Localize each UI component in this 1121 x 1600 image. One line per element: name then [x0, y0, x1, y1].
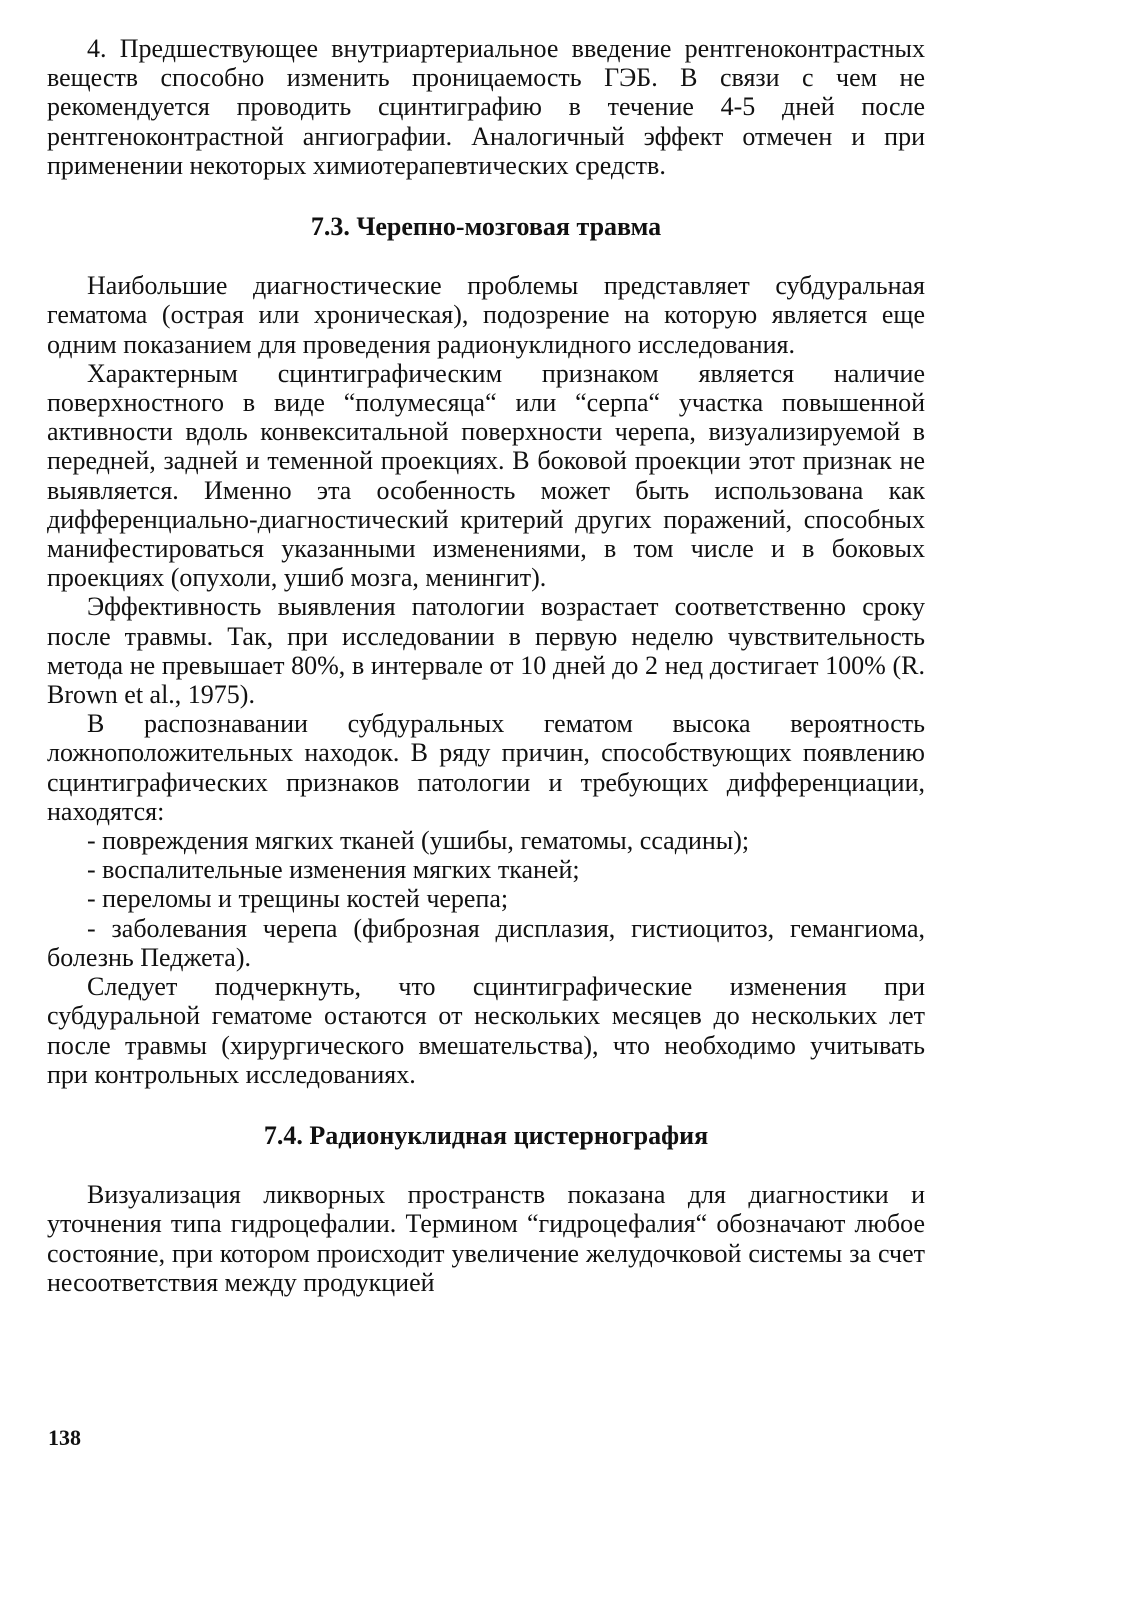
- spacer: [47, 180, 925, 212]
- list-item: - воспалительные изменения мягких тканей;: [87, 855, 580, 885]
- spacer: [47, 1150, 925, 1180]
- page-number: 138: [48, 1425, 81, 1450]
- causes-list: [47, 826, 925, 972]
- list-item: - заболевания черепа (фиброзная дисплазия, гистиоцитоз, гемангиома, болезнь Педжета).: [47, 913, 925, 972]
- spacer: [47, 1089, 925, 1121]
- section-heading-7-3: 7.3. Черепно-мозговая травма: [310, 212, 662, 242]
- intro-paragraph: 4. Предшествующее внутриартериальное введение рентгеноконтрастных веществ способно изменить проницаемость ГЭБ. В связи с чем не рекомендуется проводить сцинтиграфию в течение 4-5 дней после рентгеноконтрастной ангиографии. Аналогичный эффект отмечен и при применении некоторых химиотерапевтических средств.: [47, 34, 925, 180]
- page-body: [47, 34, 925, 1297]
- paragraph-scintigraphic-sign: Характерным сцинтиграфическим признаком является наличие поверхностного в виде “полумесяца“ или “серпа“ участка повышенной активности вдоль конвекситальной поверхности черепа, визуализируемой в передней, задней и теменной проекциях. В боковой проекции этот признак не выявляется. Именно эта особенность может быть использована как дифференциально-диагностический критерий других поражений, способных манифестироваться указанными изменениями, в том числе и в боковых проекциях (опухоли, ушиб мозга, менингит).: [47, 358, 925, 593]
- paragraph-false-positives: В распознавании субдуральных гематом высока вероятность ложноположительных находок. В ряду причин, способствующих появлению сцинтиграфических признаков патологии и требующих дифференциации, находятся:: [47, 709, 925, 826]
- spacer: [47, 241, 925, 271]
- paragraph-cisternography: Визуализация ликворных пространств показана для диагностики и уточнения типа гидроцефалии. Термином “гидроцефалия“ обозначают любое состояние, при котором происходит увеличение желудочковой системы за счет несоответствия между продукцией: [47, 1180, 925, 1297]
- paragraph-closing: Следует подчеркнуть, что сцинтиграфические изменения при субдуральной гематоме остаются от нескольких месяцев до нескольких лет после травмы (хирургического вмешательства), что необходимо учитывать при контрольных исследованиях.: [47, 972, 925, 1089]
- paragraph-subdural-hematoma: Наибольшие диагностические проблемы представляет субдуральная гематома (острая или хроническая), подозрение на которую является еще одним показанием для проведения радионуклидного исследования.: [47, 271, 925, 359]
- list-item: - повреждения мягких тканей (ушибы, гематомы, ссадины);: [87, 826, 750, 856]
- list-item: - переломы и трещины костей черепа;: [87, 884, 509, 914]
- section-heading-7-4: 7.4. Радионуклидная цистернография: [263, 1120, 709, 1150]
- paragraph-effectiveness: Эффективность выявления патологии возрастает соответственно сроку после травмы. Так, при исследовании в первую неделю чувствительность метода не превышает 80%, в интервале от 10 дней до 2 нед достигает 100% (R. Brown et al., 1975).: [47, 592, 925, 710]
